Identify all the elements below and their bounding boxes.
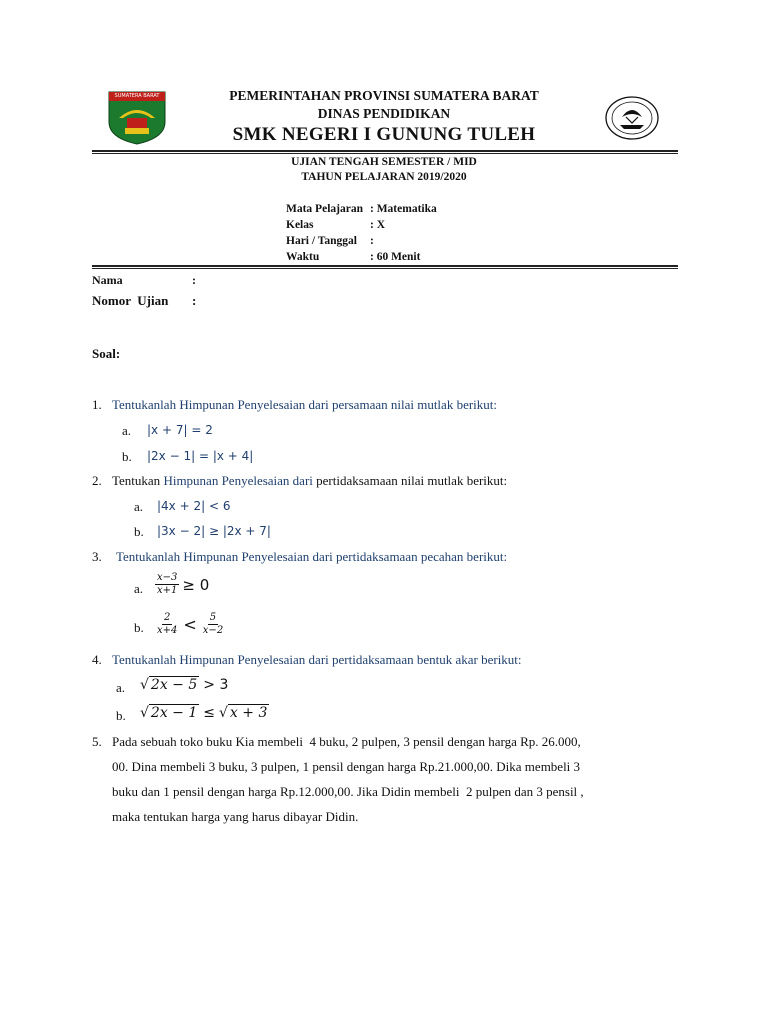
- q2b-label: b.: [134, 524, 144, 539]
- q4a-expr: [140, 677, 228, 693]
- soal-heading: Soal:: [92, 346, 121, 361]
- q3a-expr: [155, 572, 209, 597]
- q1b-label: b.: [122, 449, 132, 464]
- nomor-ujian-colon: :: [192, 293, 197, 308]
- q1-number: 1.: [92, 397, 102, 412]
- q3b-denominator-left: x+4: [157, 625, 178, 636]
- q4a-label: a.: [116, 680, 126, 695]
- exam-title: UJIAN TENGAH SEMESTER / MID: [291, 156, 477, 168]
- province-logo-text: SUMATERA BARAT: [114, 93, 160, 99]
- info-label-subject: Mata Pelajaran: [286, 203, 363, 215]
- nomor-ujian-label: Nomor Ujian: [92, 293, 169, 308]
- info-value-time: : 60 Menit: [370, 251, 421, 263]
- q3a-fraction: [155, 572, 179, 597]
- info-value-class: : X: [370, 219, 386, 231]
- q3b-expr: [155, 612, 225, 637]
- q2-text: [112, 473, 507, 489]
- q5-line-1: Pada sebuah toko buku Kia membeli 4 buku, 2 pulpen, 3 pensil dengan harga Rp. 26.000,: [112, 734, 581, 749]
- q1b-expr: |2x − 1| = |x + 4|: [147, 449, 254, 463]
- q2-text-pre: Tentukan: [112, 473, 164, 488]
- q3b-fraction-left: [155, 612, 179, 637]
- q2-text-mid: Himpunan Penyelesaian dari: [163, 473, 313, 488]
- q3-number: 3.: [92, 549, 102, 564]
- nama-label: Nama: [92, 273, 123, 287]
- info-rule-thin: [92, 268, 678, 269]
- department-title: DINAS PENDIDIKAN: [317, 106, 451, 121]
- q5-line-4: maka tentukan harga yang harus dibayar Didin.: [112, 809, 359, 824]
- q4-text: Tentukanlah Himpunan Penyelesaian dari pertidaksamaan bentuk akar berikut:: [112, 652, 522, 667]
- q3b-label: b.: [134, 620, 144, 635]
- q4b-sqrt-left: √ 2x − 1: [140, 705, 198, 721]
- exam-year: TAHUN PELAJARAN 2019/2020: [301, 171, 467, 183]
- header-rule-thin: [92, 153, 678, 154]
- info-label-date: Hari / Tanggal: [286, 235, 357, 247]
- q4b-relation: ≤: [203, 705, 215, 721]
- govt-title: PEMERINTAHAN PROVINSI SUMATERA BARAT: [229, 88, 539, 103]
- q2b-expr: |3x − 2| ≥ |2x + 7|: [157, 524, 271, 538]
- q3b-numerator-right: 5: [209, 612, 217, 623]
- q4b-radicand-right: x + 3: [229, 705, 268, 721]
- school-name: SMK NEGERI I GUNUNG TULEH: [232, 124, 536, 145]
- q1-text: Tentukanlah Himpunan Penyelesaian dari persamaan nilai mutlak berikut:: [112, 397, 497, 412]
- q4a-radicand: 2x − 5: [150, 677, 198, 693]
- info-label-class: Kelas: [286, 219, 314, 231]
- q5-number: 5.: [92, 734, 102, 749]
- q3a-relation: ≥ 0: [182, 575, 210, 594]
- q4b-label: b.: [116, 708, 126, 723]
- header-rule-thick: [92, 150, 678, 152]
- info-label-time: Waktu: [286, 251, 320, 263]
- q3b-numerator-left: 2: [164, 612, 171, 623]
- q4a-relation: > 3: [203, 677, 229, 693]
- q2-text-post: pertidaksamaan nilai mutlak berikut:: [312, 473, 508, 488]
- q2-number: 2.: [92, 473, 102, 488]
- info-value-date: :: [370, 235, 374, 247]
- q2a-expr: |4x + 2| < 6: [157, 499, 231, 513]
- q1a-label: a.: [122, 423, 132, 438]
- q3b-relation: <: [183, 615, 197, 634]
- info-rule-thick: [92, 265, 678, 267]
- q4a-sqrt: √ 2x − 5: [140, 677, 198, 693]
- q3a-denominator: x+1: [157, 585, 178, 596]
- q1a-expr: |x + 7| = 2: [147, 423, 213, 437]
- q3b-denominator-right: x−2: [202, 625, 224, 636]
- q2a-label: a.: [134, 499, 144, 514]
- q5-line-2: 00. Dina membeli 3 buku, 3 pulpen, 1 pensil dengan harga Rp.21.000,00. Dika membeli 3: [112, 759, 581, 774]
- q3a-numerator: x−3: [157, 572, 178, 583]
- q4b-radicand-left: 2x − 1: [150, 705, 198, 721]
- q4b-expr: [140, 705, 269, 721]
- q3-text: Tentukanlah Himpunan Penyelesaian dari pertidaksamaan pecahan berikut:: [116, 549, 508, 564]
- nama-colon: :: [192, 273, 196, 287]
- q4-number: 4.: [92, 652, 102, 667]
- info-value-subject: : Matematika: [370, 203, 437, 215]
- q3a-label: a.: [134, 581, 144, 596]
- q5-line-3: buku dan 1 pensil dengan harga Rp.12.000,00. Jika Didin membeli 2 pulpen dan 3 pensil ,: [112, 784, 584, 799]
- q3b-fraction-right: [201, 612, 225, 637]
- q4b-sqrt-right: √ x + 3: [219, 705, 268, 721]
